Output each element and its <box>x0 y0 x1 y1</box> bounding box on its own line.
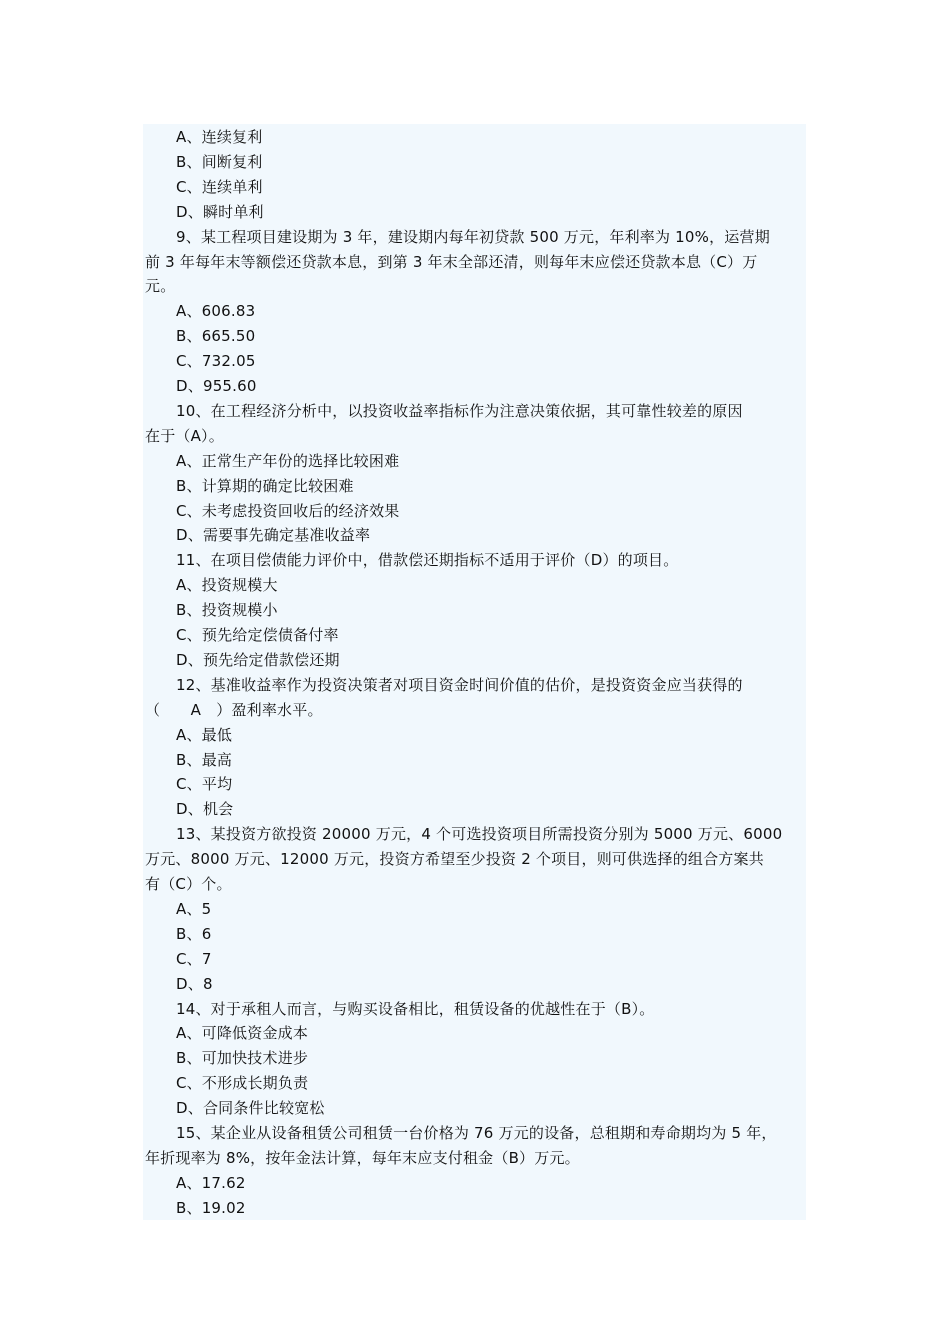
question-continuation: 元。 <box>145 277 176 296</box>
question-text: 10、在工程经济分析中，以投资收益率指标作为注意决策依据，其可靠性较差的原因 <box>176 401 743 420</box>
answer-option: D、955.60 <box>176 377 257 395</box>
answer-option: D、瞬时单利 <box>176 202 264 221</box>
answer-option: C、7 <box>176 949 212 968</box>
answer-option: D、机会 <box>176 800 234 819</box>
answer-option: A、最低 <box>176 725 233 744</box>
answer-option: C、平均 <box>176 775 233 794</box>
answer-option: D、需要事先确定基准收益率 <box>176 526 371 545</box>
question-continuation: 万元、8000 万元、12000 万元，投资方希望至少投资 2 个项目，则可供选择的组合方案共 <box>145 850 764 869</box>
answer-option: B、6 <box>176 924 212 943</box>
answer-option: B、间断复利 <box>176 152 263 171</box>
answer-option: B、665.50 <box>176 327 256 346</box>
question-continuation: （ A ）盈利率水平。 <box>145 700 323 719</box>
question-text: 13、某投资方欲投资 20000 万元，4 个可选投资项目所需投资分别为 5000 万元、6000 <box>176 825 783 844</box>
answer-option: A、606.83 <box>176 302 256 321</box>
answer-option: A、连续复利 <box>176 128 263 146</box>
answer-option: D、8 <box>176 974 213 993</box>
question-text: 9、某工程项目建设期为 3 年，建设期内每年初贷款 500 万元，年利率为 10%，运营期 <box>176 227 770 246</box>
answer-option: D、预先给定借款偿还期 <box>176 650 340 669</box>
answer-option: A、投资规模大 <box>176 576 278 595</box>
question-continuation: 前 3 年每年末等额偿还贷款本息，到第 3 年末全部还清，则每年末应偿还贷款本息（C）万 <box>145 252 758 271</box>
question-text: 11、在项目偿债能力评价中，借款偿还期指标不适用于评价（D）的项目。 <box>176 551 679 570</box>
answer-option: B、投资规模小 <box>176 601 278 620</box>
question-text: 15、某企业从设备租赁公司租赁一台价格为 76 万元的设备，总租期和寿命期均为 5 年， <box>176 1124 777 1142</box>
question-continuation: 有（C）个。 <box>145 875 232 893</box>
answer-option: C、不形成长期负责 <box>176 1074 309 1093</box>
answer-option: A、5 <box>176 899 212 918</box>
answer-option: C、732.05 <box>176 352 256 371</box>
answer-option: B、最高 <box>176 750 233 769</box>
question-text: 14、对于承租人而言，与购买设备相比，租赁设备的优越性在于（B）。 <box>176 999 655 1018</box>
answer-option: D、合同条件比较宽松 <box>176 1099 325 1118</box>
text-body <box>143 124 806 1220</box>
question-continuation: 在于（A）。 <box>145 426 224 445</box>
answer-option: B、计算期的确定比较困难 <box>176 476 354 495</box>
answer-option: A、可降低资金成本 <box>176 1024 309 1043</box>
answer-option: A、正常生产年份的选择比较困难 <box>176 451 400 470</box>
answer-option: B、19.02 <box>176 1198 246 1217</box>
question-continuation: 年折现率为 8%，按年金法计算，每年末应支付租金（B）万元。 <box>145 1148 580 1167</box>
answer-option: A、17.62 <box>176 1173 246 1192</box>
answer-option: C、预先给定偿债备付率 <box>176 626 339 644</box>
answer-option: C、未考虑投资回收后的经济效果 <box>176 501 400 520</box>
answer-option: C、连续单利 <box>176 177 263 196</box>
answer-option: B、可加快技术进步 <box>176 1049 309 1068</box>
question-text: 12、基准收益率作为投资决策者对项目资金时间价值的估价，是投资资金应当获得的 <box>176 675 743 694</box>
